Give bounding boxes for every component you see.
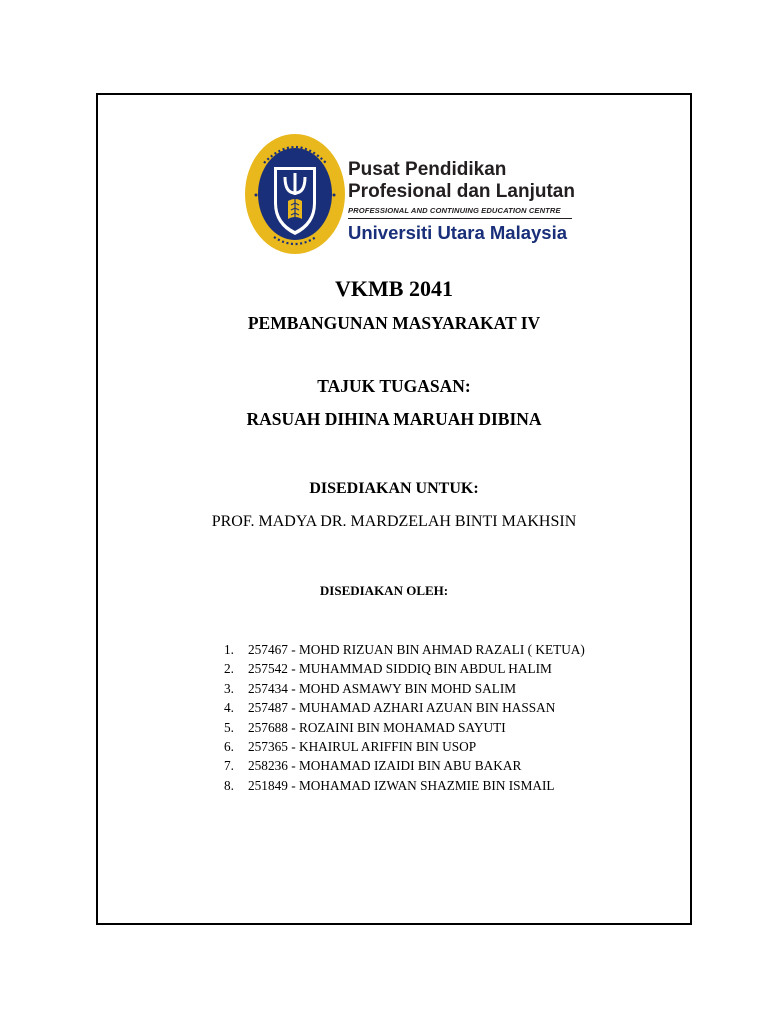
prepared-by-label: DISEDIAKAN OLEH:: [319, 583, 449, 598]
logo-centre-name-english: PROFESSIONAL AND CONTINUING EDUCATION CENTRE: [348, 206, 561, 215]
member-list: [224, 640, 585, 795]
member-number: 6.: [224, 739, 234, 755]
member-details: 257434 - MOHD ASMAWY BIN MOHD SALIM: [248, 680, 517, 696]
logo-wordmark: [348, 159, 584, 244]
member-details: 257542 - MUHAMMAD SIDDIQ BIN ABDUL HALIM: [248, 661, 552, 677]
member-item: [224, 718, 585, 737]
member-details: 257365 - KHAIRUL ARIFFIN BIN USOP: [248, 739, 477, 755]
member-details: 258236 - MOHAMAD IZAIDI BIN ABU BAKAR: [248, 758, 522, 774]
prepared-for-name: PROF. MADYA DR. MARDZELAH BINTI MAKHSIN: [211, 513, 577, 530]
logo-divider: [348, 218, 572, 219]
member-number: 5.: [224, 719, 234, 735]
member-item: [224, 640, 585, 659]
member-item: [224, 698, 585, 717]
member-item: [224, 659, 585, 678]
logo-centre-name-line1: Pusat Pendidikan: [348, 159, 507, 180]
university-logo: [244, 133, 584, 255]
topic-title: RASUAH DIHINA MARUAH DIBINA: [246, 409, 542, 429]
course-code: VKMB 2041: [335, 276, 453, 301]
logo-centre-name-line2: Profesional dan Lanjutan: [348, 181, 575, 202]
member-number: 4.: [224, 700, 234, 716]
member-item: [224, 756, 585, 775]
member-number: 3.: [224, 680, 234, 696]
member-details: 257688 - ROZAINI BIN MOHAMAD SAYUTI: [248, 719, 506, 735]
member-details: 257487 - MUHAMAD AZHARI AZUAN BIN HASSAN: [248, 700, 556, 716]
prepared-for-label: DISEDIAKAN UNTUK:: [309, 480, 479, 497]
topic-label: TAJUK TUGASAN:: [317, 376, 471, 396]
member-number: 1.: [224, 642, 234, 657]
member-item: [224, 737, 585, 756]
logo-university-name: Universiti Utara Malaysia: [348, 222, 568, 243]
course-name: PEMBANGUNAN MASYARAKAT IV: [247, 313, 541, 333]
member-details: 251849 - MOHAMAD IZWAN SHAZMIE BIN ISMAIL: [248, 777, 555, 793]
member-number: 8.: [224, 777, 234, 793]
member-item: [224, 776, 585, 795]
member-number: 2.: [224, 661, 234, 677]
member-number: 7.: [224, 758, 234, 774]
member-details: 257467 - MOHD RIZUAN BIN AHMAD RAZALI ( KETUA): [248, 642, 585, 657]
member-item: [224, 679, 585, 698]
uum-emblem-icon: [244, 133, 346, 255]
